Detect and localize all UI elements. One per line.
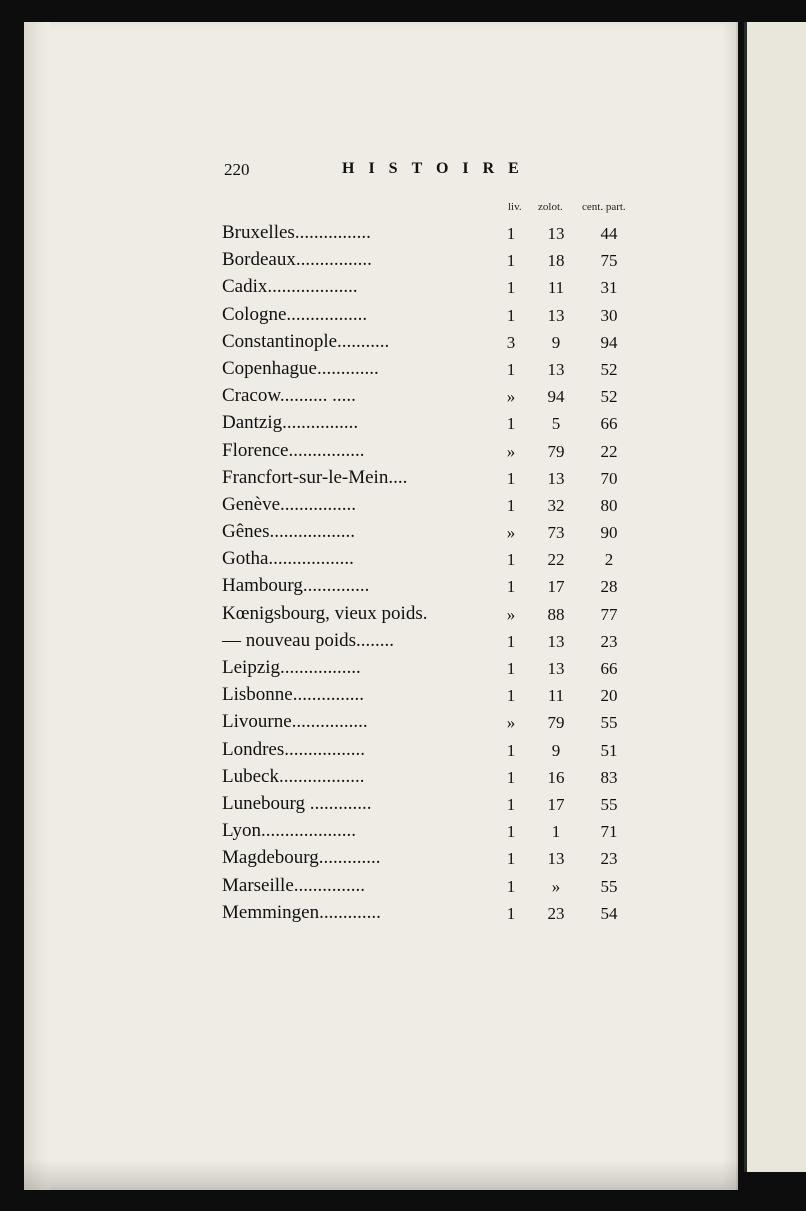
liv-cell: 1 bbox=[506, 224, 516, 243]
liv-cell: 1 bbox=[506, 822, 516, 842]
table-row bbox=[222, 412, 646, 439]
city-cell: Francfort-sur-le-Mein.... bbox=[222, 466, 408, 488]
city-cell: Copenhague............. bbox=[222, 357, 379, 379]
liv-cell: 1 bbox=[506, 903, 516, 923]
zolot-cell: 13 bbox=[547, 359, 565, 379]
city-cell: Londres................. bbox=[222, 738, 366, 760]
table-row bbox=[222, 276, 646, 303]
cent-cell: 23 bbox=[600, 631, 618, 651]
zolot-cell: 17 bbox=[547, 577, 565, 597]
liv-cell: 1 bbox=[506, 794, 516, 814]
city-cell: Hambourg.............. bbox=[222, 575, 370, 597]
cent-cell: 20 bbox=[600, 686, 618, 706]
city-cell: Cracow.......... ..... bbox=[222, 385, 356, 407]
running-title: HISTOIRE bbox=[342, 160, 533, 177]
cent-cell: 54 bbox=[600, 903, 618, 923]
zolot-cell: 9 bbox=[551, 740, 561, 760]
cent-cell: 23 bbox=[600, 849, 618, 869]
city-cell: Memmingen............. bbox=[222, 901, 381, 923]
table-row bbox=[222, 385, 646, 412]
zolot-cell: 17 bbox=[547, 794, 565, 814]
table-row bbox=[222, 249, 646, 276]
zolot-cell: 1 bbox=[551, 822, 561, 842]
page-bottom-shadow bbox=[24, 1160, 738, 1190]
city-cell: — nouveau poids........ bbox=[222, 629, 395, 651]
liv-cell: 1 bbox=[506, 305, 516, 325]
cent-cell: 55 bbox=[600, 713, 618, 733]
zolot-cell: 73 bbox=[547, 523, 565, 543]
cent-cell: 94 bbox=[600, 332, 618, 352]
zolot-cell: 13 bbox=[547, 849, 565, 869]
zolot-cell: 13 bbox=[547, 631, 565, 651]
liv-cell: 1 bbox=[506, 577, 516, 597]
liv-cell: 1 bbox=[506, 876, 516, 896]
liv-cell: 1 bbox=[506, 251, 516, 271]
city-cell: Genève................ bbox=[222, 493, 357, 515]
city-cell: Marseille............... bbox=[222, 874, 366, 896]
city-cell: Gênes.................. bbox=[222, 521, 355, 543]
table-row bbox=[222, 847, 646, 874]
table-row bbox=[222, 711, 646, 738]
liv-cell: 1 bbox=[506, 414, 516, 434]
column-header-zolot: zolot. bbox=[538, 201, 563, 213]
zolot-cell: 23 bbox=[547, 903, 565, 923]
zolot-cell: 11 bbox=[547, 686, 565, 706]
city-cell: Dantzig................ bbox=[222, 412, 359, 434]
liv-cell: 1 bbox=[506, 550, 516, 570]
zolot-cell: 22 bbox=[547, 550, 565, 570]
zolot-cell: 32 bbox=[547, 495, 565, 515]
facing-page-edge bbox=[744, 22, 806, 1172]
table-row bbox=[222, 793, 646, 820]
zolot-cell: 13 bbox=[547, 224, 565, 243]
cent-cell: 83 bbox=[600, 767, 618, 787]
zolot-cell: 88 bbox=[547, 604, 565, 624]
page-header bbox=[224, 160, 644, 184]
zolot-cell: 16 bbox=[547, 767, 565, 787]
cent-cell: 80 bbox=[600, 495, 618, 515]
table-row bbox=[222, 358, 646, 385]
column-header-liv: liv. bbox=[508, 201, 522, 213]
liv-cell: 1 bbox=[506, 359, 516, 379]
city-cell: Magdebourg............. bbox=[222, 847, 381, 869]
zolot-cell: 11 bbox=[547, 278, 565, 298]
city-cell: Cologne................. bbox=[222, 303, 368, 325]
zolot-cell: 94 bbox=[547, 387, 565, 407]
table-row bbox=[222, 766, 646, 793]
zolot-cell: 9 bbox=[551, 332, 561, 352]
liv-cell: 1 bbox=[506, 849, 516, 869]
liv-cell: » bbox=[506, 713, 516, 733]
liv-cell: 1 bbox=[506, 278, 516, 298]
liv-cell: 1 bbox=[506, 495, 516, 515]
table-row bbox=[222, 902, 646, 929]
table-row bbox=[222, 304, 646, 331]
table-row bbox=[222, 820, 646, 847]
table-row bbox=[222, 467, 646, 494]
table-row bbox=[222, 603, 646, 630]
cent-cell: 52 bbox=[600, 387, 618, 407]
page-deckle-edge bbox=[24, 22, 50, 1190]
city-cell: Bordeaux................ bbox=[222, 249, 372, 271]
cent-cell: 66 bbox=[600, 659, 618, 678]
zolot-cell: 13 bbox=[547, 468, 565, 488]
cent-cell: 90 bbox=[600, 523, 618, 543]
zolot-cell: 18 bbox=[547, 251, 565, 271]
cent-cell: 31 bbox=[600, 278, 618, 298]
liv-cell: 1 bbox=[506, 468, 516, 488]
table-row bbox=[222, 521, 646, 548]
liv-cell: » bbox=[506, 604, 516, 624]
liv-cell: 1 bbox=[506, 631, 516, 651]
liv-cell: 1 bbox=[506, 767, 516, 787]
liv-cell: 1 bbox=[506, 659, 516, 678]
zolot-cell: 79 bbox=[547, 441, 565, 461]
city-cell: Lubeck.................. bbox=[222, 765, 365, 787]
city-cell: Livourne................ bbox=[222, 711, 368, 733]
liv-cell: 1 bbox=[506, 740, 516, 760]
cent-cell: 51 bbox=[600, 740, 618, 760]
liv-cell: » bbox=[506, 387, 516, 407]
liv-cell: » bbox=[506, 523, 516, 543]
table-row bbox=[222, 494, 646, 521]
city-cell: Lisbonne............... bbox=[222, 684, 364, 706]
cent-cell: 55 bbox=[600, 794, 618, 814]
zolot-cell: 79 bbox=[547, 713, 565, 733]
city-cell: Kœnigsbourg, vieux poids. bbox=[222, 602, 428, 624]
cent-cell: 22 bbox=[600, 441, 618, 461]
cent-cell: 44 bbox=[600, 224, 618, 243]
cent-cell: 66 bbox=[600, 414, 618, 434]
cent-cell: 28 bbox=[600, 577, 618, 597]
cent-cell: 52 bbox=[600, 359, 618, 379]
liv-cell: 1 bbox=[506, 686, 516, 706]
table-row bbox=[222, 684, 646, 711]
cent-cell: 2 bbox=[604, 550, 614, 570]
cent-cell: 71 bbox=[600, 822, 618, 842]
table-row bbox=[222, 548, 646, 575]
cent-cell: 75 bbox=[600, 251, 618, 271]
table-row bbox=[222, 222, 646, 249]
table-row bbox=[222, 331, 646, 358]
liv-cell: » bbox=[506, 441, 516, 461]
page-number: 220 bbox=[224, 160, 250, 179]
zolot-cell: » bbox=[551, 876, 561, 896]
zolot-cell: 13 bbox=[547, 305, 565, 325]
cent-cell: 30 bbox=[600, 305, 618, 325]
cent-cell: 55 bbox=[600, 876, 618, 896]
table-row bbox=[222, 575, 646, 602]
zolot-cell: 5 bbox=[551, 414, 561, 434]
liv-cell: 3 bbox=[506, 332, 516, 352]
exchange-table bbox=[222, 222, 646, 929]
column-header-cent: cent. part. bbox=[582, 201, 626, 213]
city-cell: Lyon.................... bbox=[222, 820, 357, 842]
table-row bbox=[222, 739, 646, 766]
city-cell: Lunebourg ............. bbox=[222, 792, 372, 814]
city-cell: Constantinople........... bbox=[222, 330, 390, 352]
cent-cell: 70 bbox=[600, 468, 618, 488]
cent-cell: 77 bbox=[600, 604, 618, 624]
table-row bbox=[222, 630, 646, 657]
city-cell: Florence................ bbox=[222, 439, 365, 461]
city-cell: Bruxelles................ bbox=[222, 222, 371, 243]
table-row bbox=[222, 875, 646, 902]
city-cell: Leipzig................. bbox=[222, 657, 361, 678]
city-cell: Cadix................... bbox=[222, 276, 358, 298]
column-headers bbox=[224, 201, 644, 219]
city-cell: Gotha.................. bbox=[222, 548, 354, 570]
table-row bbox=[222, 440, 646, 467]
table-row bbox=[222, 657, 646, 684]
zolot-cell: 13 bbox=[547, 659, 565, 678]
